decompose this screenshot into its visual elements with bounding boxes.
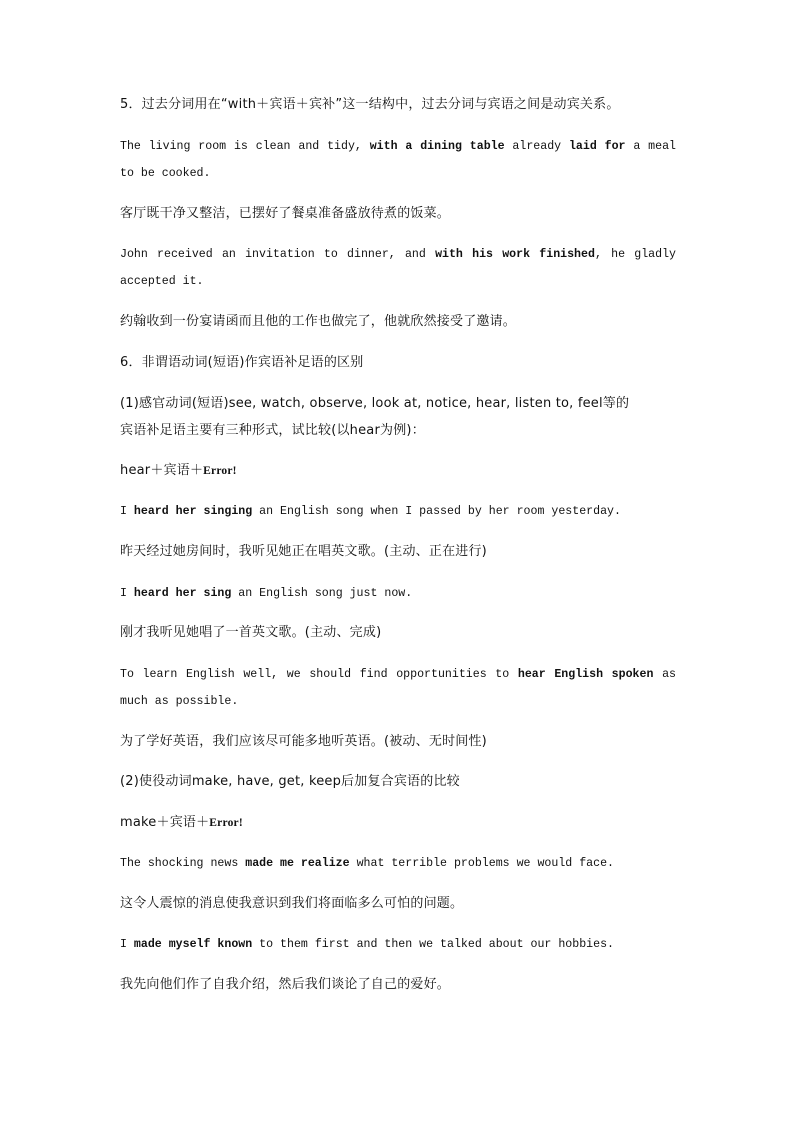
example-translation-chinese: 昨天经过她房间时，我听见她正在唱英文歌。(主动、正在进行)	[120, 544, 487, 559]
pattern-formula: hear＋宾语＋Error!	[120, 463, 237, 478]
subsection-1-intro-line1: (1)感官动词(短语)see, watch, observe, look at, notice, hear, listen to, feel等的	[120, 396, 630, 411]
example-translation-chinese: 刚才我听见她唱了一首英文歌。(主动、完成)	[120, 625, 382, 640]
example-translation-chinese: 这令人震惊的消息使我意识到我们将面临多么可怕的问题。	[120, 896, 464, 911]
example-translation-chinese: 客厅既干净又整洁，已摆好了餐桌准备盛放待煮的饭菜。	[120, 206, 451, 221]
subsection-2-heading: (2)使役动词make, have, get, keep后加复合宾语的比较	[120, 774, 460, 789]
example-translation-chinese: 我先向他们作了自我介绍，然后我们谈论了自己的爱好。	[120, 977, 451, 992]
example-sentence-english: The shocking news made me realize what terrible problems we would face.	[120, 857, 614, 870]
example-sentence-english: I heard her singing an English song when I passed by her room yesterday.	[120, 505, 621, 518]
pattern-formula: make＋宾语＋Error!	[120, 815, 243, 830]
example-sentence-english: To learn English well, we should find opportunities to hear English spoken as much as possible.	[120, 668, 676, 708]
example-sentence-english: John received an invitation to dinner, and with his work finished, he gladly accepted it.	[120, 248, 677, 288]
example-translation-chinese: 约翰收到一份宴请函而且他的工作也做完了，他就欣然接受了邀请。	[120, 314, 517, 329]
example-sentence-english: I made myself known to them first and then we talked about our hobbies.	[120, 938, 614, 951]
example-translation-chinese: 为了学好英语，我们应该尽可能多地听英语。(被动、无时间性)	[120, 734, 487, 749]
section-6-heading: 6．非谓语动词(短语)作宾语补足语的区别	[120, 355, 364, 370]
section-5-heading: 5．过去分词用在“with＋宾语＋宾补”这一结构中，过去分词与宾语之间是动宾关系。	[120, 97, 620, 112]
example-sentence-english: The living room is clean and tidy, with a dining table already laid for a meal to be cooked.	[120, 140, 676, 180]
subsection-1-intro-line2: 宾语补足语主要有三种形式，试比较(以hear为例)：	[120, 423, 425, 438]
example-sentence-english: I heard her sing an English song just now.	[120, 587, 413, 600]
